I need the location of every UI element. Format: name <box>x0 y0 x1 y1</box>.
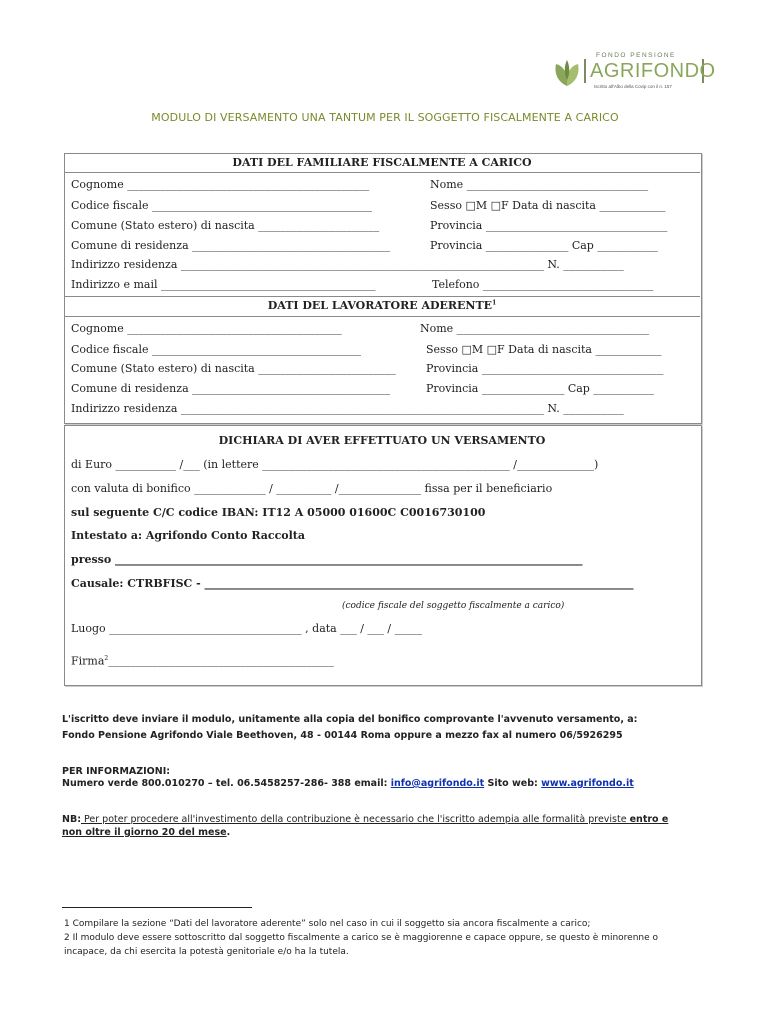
luogo-data-field[interactable]: Luogo ___________________________________ , data ___ / ___ / _____ <box>71 622 423 635</box>
causale-field[interactable]: Causale: CTRBFISC - ______________________________________________________________________________ <box>71 577 634 590</box>
footnote-rule <box>62 907 252 908</box>
familiare-comune-nascita-field[interactable]: Comune (Stato estero) di nascita ______________________ <box>71 219 380 232</box>
section2-divider <box>64 316 700 317</box>
section1-divider <box>64 172 700 173</box>
logo-name: AGRIFONDO <box>590 60 716 82</box>
footnote-2: 2 Il modulo deve essere sottoscritto dal soggetto fiscalmente a carico se è maggiorenne e capace oppure, se questo è minorenne o <box>64 933 659 943</box>
intestatario-text: Intestato a: Agrifondo Conto Raccolta <box>71 529 305 542</box>
iban-text: sul seguente C/C codice IBAN: IT12 A 05000 01600C C0016730100 <box>71 506 486 519</box>
lavoratore-indirizzo-field[interactable]: Indirizzo residenza __________________________________________________________________ N. ___________ <box>71 402 624 415</box>
lavoratore-comune-nascita-field[interactable]: Comune (Stato estero) di nascita _________________________ <box>71 362 396 375</box>
valuta-bonifico-field[interactable]: con valuta di bonifico _____________ / __________ /_______________ fissa per il beneficiario <box>71 482 553 495</box>
email-link[interactable]: info@agrifondo.it <box>390 778 485 789</box>
nb-note-line2: non oltre il giorno 20 del mese. <box>62 827 231 838</box>
contatti-line: Numero verde 800.010270 – tel. 06.5458257-286- 388 email: info@agrifondo.it Sito web: www.agrifondo.it <box>62 778 634 789</box>
leaf-icon <box>552 58 582 88</box>
form-title: MODULO DI VERSAMENTO UNA TANTUM PER IL SOGGETTO FISCALMENTE A CARICO <box>151 111 619 124</box>
website-link[interactable]: www.agrifondo.it <box>541 778 634 789</box>
nb-note: NB: Per poter procedere all'investimento della contribuzione è necessario che l'iscritto adempia alle formalità previste entro e <box>62 814 669 825</box>
familiare-telefono-field[interactable]: Telefono _______________________________ <box>432 278 654 291</box>
lavoratore-cognome-field[interactable]: Cognome _______________________________________ <box>71 322 342 335</box>
causale-note: (codice fiscale del soggetto fiscalmente a carico) <box>342 601 565 611</box>
lavoratore-nome-field[interactable]: Nome ___________________________________ <box>420 322 650 335</box>
familiare-nome-field[interactable]: Nome _________________________________ <box>430 178 649 191</box>
per-informazioni-label: PER INFORMAZIONI: <box>62 766 171 777</box>
indirizzo-fondo: Fondo Pensione Agrifondo Viale Beethoven, 48 - 00144 Roma oppure a mezzo fax al numero 06/5926295 <box>62 730 623 741</box>
section2-top-divider <box>64 296 700 297</box>
footnote-2-cont: incapace, da chi esercita la potestà genitoriale e/o ha la tutela. <box>64 947 349 957</box>
lavoratore-codice-fiscale-field[interactable]: Codice fiscale ______________________________________ <box>71 343 361 356</box>
familiare-provincia-cap-field[interactable]: Provincia _______________ Cap ___________ <box>430 239 658 252</box>
familiare-comune-residenza-field[interactable]: Comune di residenza ____________________________________ <box>71 239 391 252</box>
agrifondo-logo <box>552 52 716 92</box>
section3-heading: DICHIARA DI AVER EFFETTUATO UN VERSAMENTO <box>218 434 546 447</box>
familiare-provincia-nascita-field[interactable]: Provincia _________________________________ <box>430 219 668 232</box>
logo-top-text: FONDO PENSIONE <box>596 52 676 59</box>
presso-field[interactable]: presso _____________________________________________________________________________________ <box>71 553 583 566</box>
footnote-1: 1 Compilare la sezione “Dati del lavoratore aderente” solo nel caso in cui il soggetto sia ancora fiscalmente a carico; <box>64 919 591 929</box>
familiare-email-field[interactable]: Indirizzo e mail _______________________________________ <box>71 278 376 291</box>
lavoratore-provincia-nascita-field[interactable]: Provincia _________________________________ <box>426 362 664 375</box>
familiare-codice-fiscale-field[interactable]: Codice fiscale ________________________________________ <box>71 199 372 212</box>
lavoratore-provincia-cap-field[interactable]: Provincia _______________ Cap ___________ <box>426 382 654 395</box>
euro-amount-field[interactable]: di Euro ___________ /___ (in lettere _____________________________________________ /______________) <box>71 458 599 471</box>
section1-heading: DATI DEL FAMILIARE FISCALMENTE A CARICO <box>232 156 532 169</box>
logo-subtitle: Iscritto all'Albo della Covip con il n. 157 <box>594 84 672 89</box>
familiare-cognome-field[interactable]: Cognome ____________________________________________ <box>71 178 370 191</box>
section2-heading: DATI DEL LAVORATORE ADERENTE$^1$ <box>267 299 497 312</box>
invio-instructions: L'iscritto deve inviare il modulo, unitamente alla copia del bonifico comprovante l'avvenuto versamento, a: <box>62 714 638 725</box>
lavoratore-sesso-field[interactable]: Sesso □M □F Data di nascita ____________ <box>426 343 662 356</box>
familiare-sesso-field[interactable]: Sesso □M □F Data di nascita ____________ <box>430 199 666 212</box>
familiare-indirizzo-field[interactable]: Indirizzo residenza __________________________________________________________________ N. ___________ <box>71 258 624 271</box>
firma-field[interactable]: Firma$^2$_________________________________________ <box>71 654 334 668</box>
lavoratore-comune-residenza-field[interactable]: Comune di residenza ____________________________________ <box>71 382 391 395</box>
